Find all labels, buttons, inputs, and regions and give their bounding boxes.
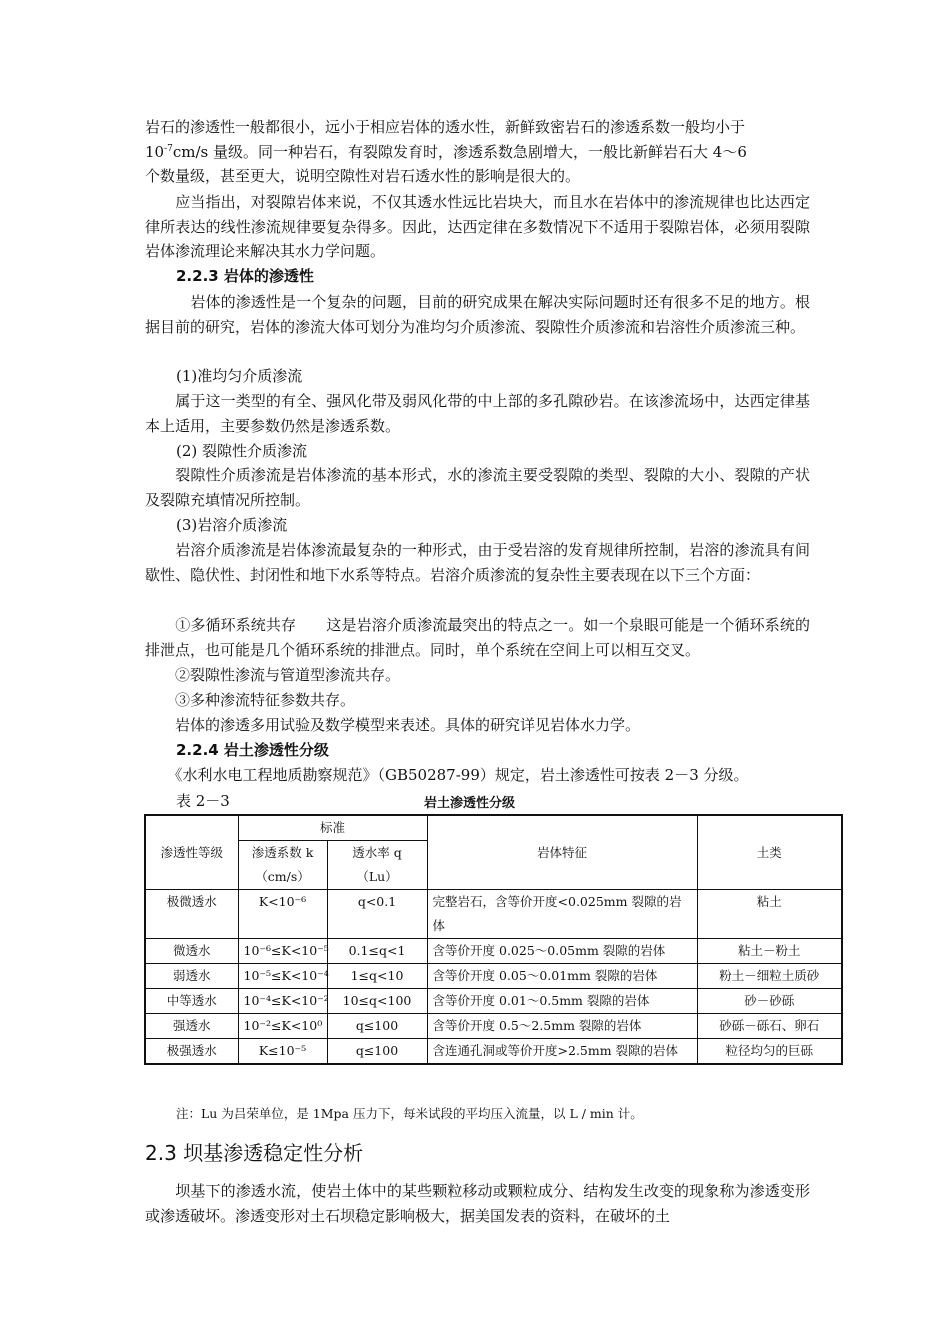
- table-header-row: [145, 815, 842, 841]
- table-row: [145, 1039, 842, 1065]
- cell-rock: 含连通孔洞或等价开度>2.5mm 裂隙的岩体: [427, 1039, 697, 1065]
- cell-grade: 弱透水: [145, 964, 238, 989]
- table-note: 注：Lu 为吕荣单位，是 1Mpa 压力下，每米试段的平均压入流量，以 L / min 计。: [176, 1106, 643, 1121]
- cell-rock: 含等价开度 0.05～0.01mm 裂隙的岩体: [427, 964, 697, 989]
- header-k-label: 渗透系数 k: [251, 845, 314, 860]
- item-fractured-text: 裂隙性介质渗流是岩体渗流的基本形式，水的渗流主要受裂隙的类型、裂隙的大小、裂隙的产状及裂隙充填情况所控制。: [145, 466, 810, 509]
- paragraph-line: cm/s 量级。同一种岩石，有裂隙发育时，渗透系数急剧增大，一般比新鲜岩石大 4～6: [172, 142, 747, 161]
- heading-2-2-3: 2.2.3 岩体的渗透性: [176, 267, 314, 285]
- cell-q: q<0.1: [327, 890, 427, 939]
- paragraph-line: 岩石的渗透性一般都很小，远小于相应岩体的透水性，新鲜致密岩石的渗透系数一般均小于: [145, 118, 746, 136]
- table-label: 表 2－3: [176, 792, 230, 810]
- paragraph-line: 个数量级，甚至更大，说明空隙性对岩石透水性的影响是很大的。: [145, 167, 581, 186]
- table-row: [145, 964, 842, 989]
- cell-grade: 强透水: [145, 1014, 238, 1039]
- heading-2-3: 2.3 坝基渗透稳定性分析: [145, 1141, 364, 1165]
- cell-rock: 完整岩石，含等价开度<0.025mm 裂隙的岩体: [427, 890, 697, 939]
- paragraph-rock-mass-permeability: 岩体的渗透性是一个复杂的问题，目前的研究成果在解决实际问题时还有很多不足的地方。根据目前的研究，岩体的渗流大体可划分为准均匀介质渗流、裂隙性介质渗流和岩溶性介质渗流三种。: [145, 293, 810, 336]
- paragraph-code-reference: 《水利水电工程地质勘察规范》（GB50287-99）规定，岩土渗透性可按表 2－3 分级。: [145, 766, 749, 784]
- cell-rock: 含等价开度 0.01～0.5mm 裂隙的岩体: [427, 989, 697, 1014]
- karst-point-3: ③多种渗流特征参数共存。: [145, 691, 356, 709]
- header-soil: 土类: [697, 815, 842, 890]
- header-q: [327, 841, 427, 890]
- paragraph-seepage-stability: 坝基下的渗透水流，使岩土体中的某些颗粒移动或颗粒成分、结构发生改变的现象称为渗透变形或渗透破坏。渗透变形对土石坝稳定影响极大，据美国发表的资料，在破坏的土: [145, 1182, 810, 1225]
- permeability-table: [144, 814, 843, 1065]
- paragraph-rock-permeability: [145, 115, 810, 189]
- item-quasi-homogeneous-title: (1)准均匀介质渗流: [176, 367, 303, 385]
- cell-q: 10≤q<100: [327, 989, 427, 1014]
- cell-q: q≤100: [327, 1014, 427, 1039]
- table-row: [145, 989, 842, 1014]
- cell-k: 10⁻⁴≤K<10⁻²: [238, 989, 327, 1014]
- cell-q: q≤100: [327, 1039, 427, 1065]
- cell-soil: 粘土: [697, 890, 842, 939]
- cell-rock: 含等价开度 0.025～0.05mm 裂隙的岩体: [427, 939, 697, 964]
- cell-k: 10⁻²≤K<10⁰: [238, 1014, 327, 1039]
- table-row: [145, 890, 842, 939]
- header-q-label: 透水率 q: [352, 845, 402, 860]
- table-title: 岩土渗透性分级: [424, 796, 516, 811]
- paragraph-closing: 岩体的渗透多用试验及数学模型来表述。具体的研究详见岩体水力学。: [145, 716, 641, 734]
- header-rock: 岩体特征: [427, 815, 697, 890]
- item-quasi-homogeneous-text: 属于这一类型的有全、强风化带及弱风化带的中上部的多孔隙砂岩。在该渗流场中，达西定律基本上适用，主要参数仍然是渗透系数。: [145, 392, 810, 435]
- cell-k: 10⁻⁶≤K<10⁻⁵: [238, 939, 327, 964]
- header-q-unit: （Lu）: [356, 869, 398, 884]
- cell-grade: 极微透水: [145, 890, 238, 939]
- superscript: -7: [164, 143, 173, 154]
- cell-grade: 中等透水: [145, 989, 238, 1014]
- item-fractured-title: (2) 裂隙性介质渗流: [176, 442, 308, 460]
- item-karst-text: 岩溶介质渗流是岩体渗流最复杂的一种形式，由于受岩溶的发育规律所控制，岩溶的渗流具有间歇性、隐伏性、封闭性和地下水系等特点。岩溶介质渗流的复杂性主要表现在以下三个方面：: [145, 541, 810, 584]
- header-k-unit: （cm/s）: [255, 869, 310, 884]
- cell-soil: 粒径均匀的巨砾: [697, 1039, 842, 1065]
- header-grade: 渗透性等级: [145, 815, 238, 890]
- table-row: [145, 1014, 842, 1039]
- cell-rock: 含等价开度 0.5～2.5mm 裂隙的岩体: [427, 1014, 697, 1039]
- cell-k: 10⁻⁵≤K<10⁻⁴: [238, 964, 327, 989]
- item-karst-title: (3)岩溶介质渗流: [176, 516, 288, 534]
- karst-point-1: ①多循环系统共存 这是岩溶介质渗流最突出的特点之一。如一个泉眼可能是一个循环系统的排泄点，也可能是几个循环系统的排泄点。同时，单个系统在空间上可以相互交叉。: [145, 616, 810, 659]
- karst-point-2: ②裂隙性渗流与管道型渗流共存。: [145, 666, 401, 684]
- heading-2-2-4: 2.2.4 岩土渗透性分级: [176, 741, 329, 759]
- cell-q: 1≤q<10: [327, 964, 427, 989]
- cell-soil: 砂－砂砾: [697, 989, 842, 1014]
- cell-q: 0.1≤q<1: [327, 939, 427, 964]
- header-standard: 标准: [238, 815, 427, 841]
- cell-k: K≤10⁻⁵: [238, 1039, 327, 1065]
- header-k: [238, 841, 327, 890]
- table-row: [145, 939, 842, 964]
- cell-soil: 粘土－粉土: [697, 939, 842, 964]
- cell-grade: 微透水: [145, 939, 238, 964]
- paragraph-darcy-note: 应当指出，对裂隙岩体来说，不仅其透水性远比岩块大，而且水在岩体中的渗流规律也比达西定律所表达的线性渗流规律要复杂得多。因此，达西定律在多数情况下不适用于裂隙岩体，必须用裂隙岩体渗流理论来解决其水力学问题。: [145, 193, 810, 261]
- cell-soil: 砂砾－砾石、卵石: [697, 1014, 842, 1039]
- cell-soil: 粉土－细粒土质砂: [697, 964, 842, 989]
- cell-k: K<10⁻⁶: [238, 890, 327, 939]
- cell-grade: 极强透水: [145, 1039, 238, 1065]
- paragraph-line: 10: [145, 142, 165, 161]
